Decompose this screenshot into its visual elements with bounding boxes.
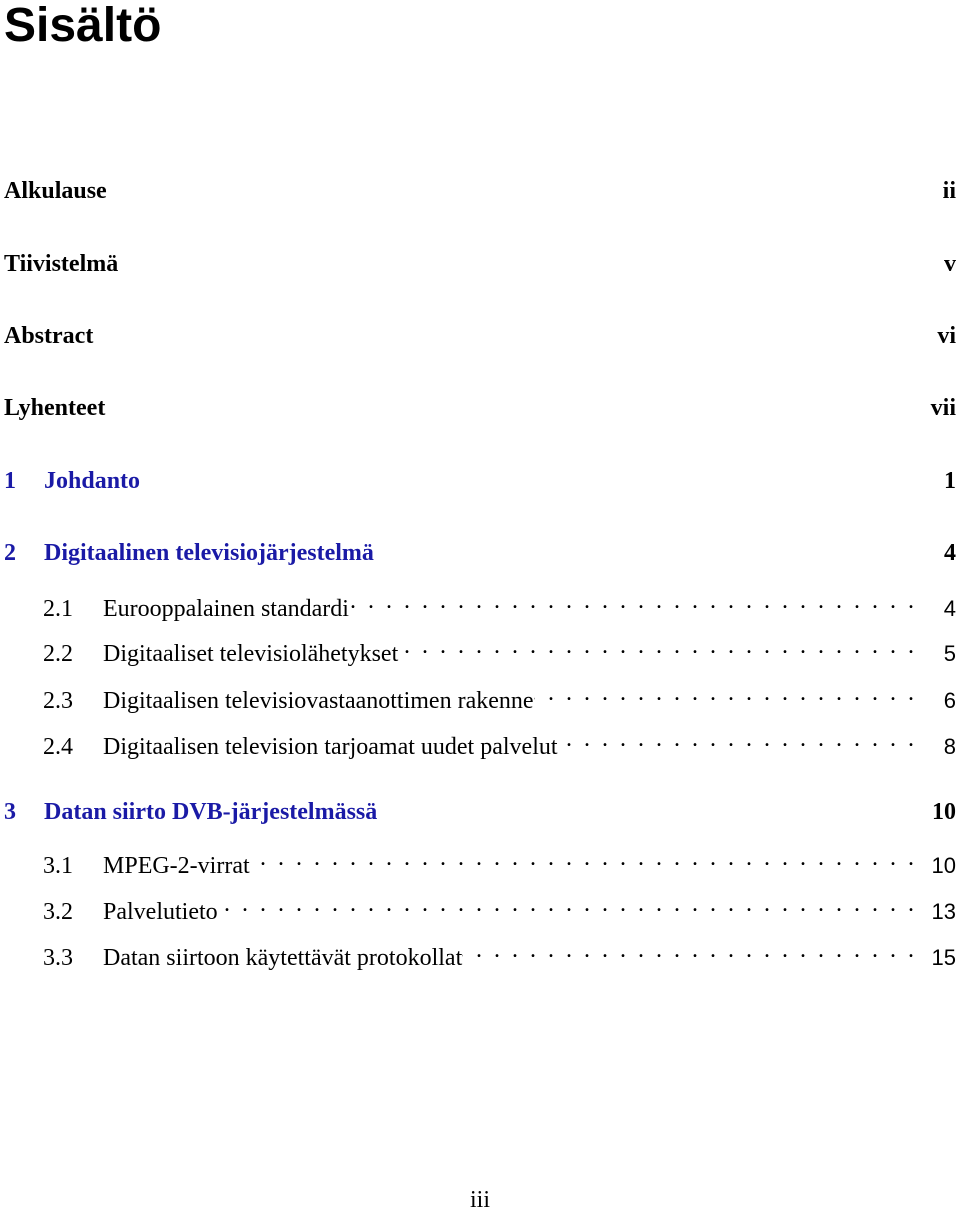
page-title: Sisältö — [4, 0, 162, 52]
toc-entry-page[interactable]: 10 — [931, 853, 956, 878]
toc-entry-chapter-1[interactable] — [4, 466, 956, 496]
toc-entry-alkulause[interactable] — [4, 176, 956, 206]
toc-entry-section-2-1[interactable] — [4, 586, 956, 624]
toc-entry-label[interactable]: Digitaalisen televisiovastaanottimen rakenne — [103, 688, 534, 714]
toc-entry-chapter-3[interactable] — [4, 797, 956, 827]
dot-leader — [462, 935, 914, 965]
toc-entry-section-2-2[interactable] — [4, 631, 956, 669]
toc-entry-label[interactable]: Palvelutieto — [103, 899, 218, 925]
toc-entry-label[interactable]: Digitaalisen television tarjoamat uudet palvelut — [103, 734, 558, 760]
toc-entry-label[interactable]: MPEG-2-virrat — [103, 853, 250, 879]
toc-entry-label[interactable]: Johdanto — [44, 468, 141, 494]
toc-entry-lyhenteet[interactable] — [4, 393, 956, 423]
toc-entry-tiivistelma[interactable] — [4, 249, 956, 279]
page-number: iii — [469, 1187, 490, 1213]
toc-entry-number[interactable]: 2.2 — [43, 641, 73, 667]
dot-leader — [558, 724, 914, 754]
toc-entry-page[interactable]: 15 — [931, 945, 956, 970]
toc-entry-label[interactable]: Digitaaliset televisiolähetykset — [103, 641, 399, 667]
toc-entry-page[interactable]: 6 — [943, 688, 956, 713]
toc-entry-section-3-1[interactable] — [4, 843, 956, 881]
toc-entry-section-3-3[interactable] — [4, 935, 956, 973]
toc-entry-page[interactable]: 4 — [944, 540, 956, 566]
dot-leader — [349, 586, 914, 616]
toc-entry-label[interactable]: Tiivistelmä — [4, 251, 119, 277]
toc-entry-abstract[interactable] — [4, 321, 956, 351]
toc-entry-number[interactable]: 2.4 — [43, 734, 73, 760]
toc-entry-label[interactable]: Datan siirto DVB-järjestelmässä — [44, 799, 378, 825]
toc-entry-page[interactable]: ii — [942, 178, 956, 204]
toc-entry-page[interactable]: vii — [930, 395, 956, 421]
toc-entry-section-2-4[interactable] — [4, 724, 956, 762]
dot-leader — [398, 631, 914, 661]
toc-entry-page[interactable]: 8 — [943, 734, 956, 759]
toc-entry-page[interactable]: v — [944, 251, 956, 277]
toc-entry-page[interactable]: 13 — [931, 899, 956, 924]
toc-entry-page[interactable]: 1 — [944, 468, 956, 494]
toc-entry-chapter-2[interactable] — [4, 538, 956, 568]
toc-entry-section-3-2[interactable] — [4, 889, 956, 927]
toc-entry-number[interactable]: 2.3 — [43, 688, 73, 714]
toc-entry-page[interactable]: 5 — [943, 641, 956, 666]
toc-entry-number[interactable]: 3.3 — [43, 945, 73, 971]
toc-entry-page[interactable]: 4 — [943, 596, 956, 621]
toc-entry-number[interactable]: 1 — [4, 468, 16, 494]
toc-entry-label[interactable]: Alkulause — [4, 178, 107, 204]
dot-leader — [218, 889, 914, 919]
toc-entry-page[interactable]: 10 — [932, 799, 956, 825]
toc-entry-label[interactable]: Abstract — [4, 323, 94, 349]
toc-entry-section-2-3[interactable] — [4, 678, 956, 716]
toc-entry-number[interactable]: 2.1 — [43, 596, 73, 622]
toc-entry-label[interactable]: Lyhenteet — [4, 395, 106, 421]
dot-leader — [534, 678, 914, 708]
toc-entry-number[interactable]: 3 — [4, 799, 16, 825]
toc-entry-number[interactable]: 3.1 — [43, 853, 73, 879]
toc-entry-label[interactable]: Datan siirtoon käytettävät protokollat — [103, 945, 463, 971]
dot-leader — [250, 843, 914, 873]
toc-entry-label[interactable]: Eurooppalainen standardi — [103, 596, 349, 622]
toc-entry-page[interactable]: vi — [937, 323, 956, 349]
toc-entry-number[interactable]: 3.2 — [43, 899, 73, 925]
toc-entry-number[interactable]: 2 — [4, 540, 16, 566]
toc-entry-label[interactable]: Digitaalinen televisiojärjestelmä — [44, 540, 374, 566]
